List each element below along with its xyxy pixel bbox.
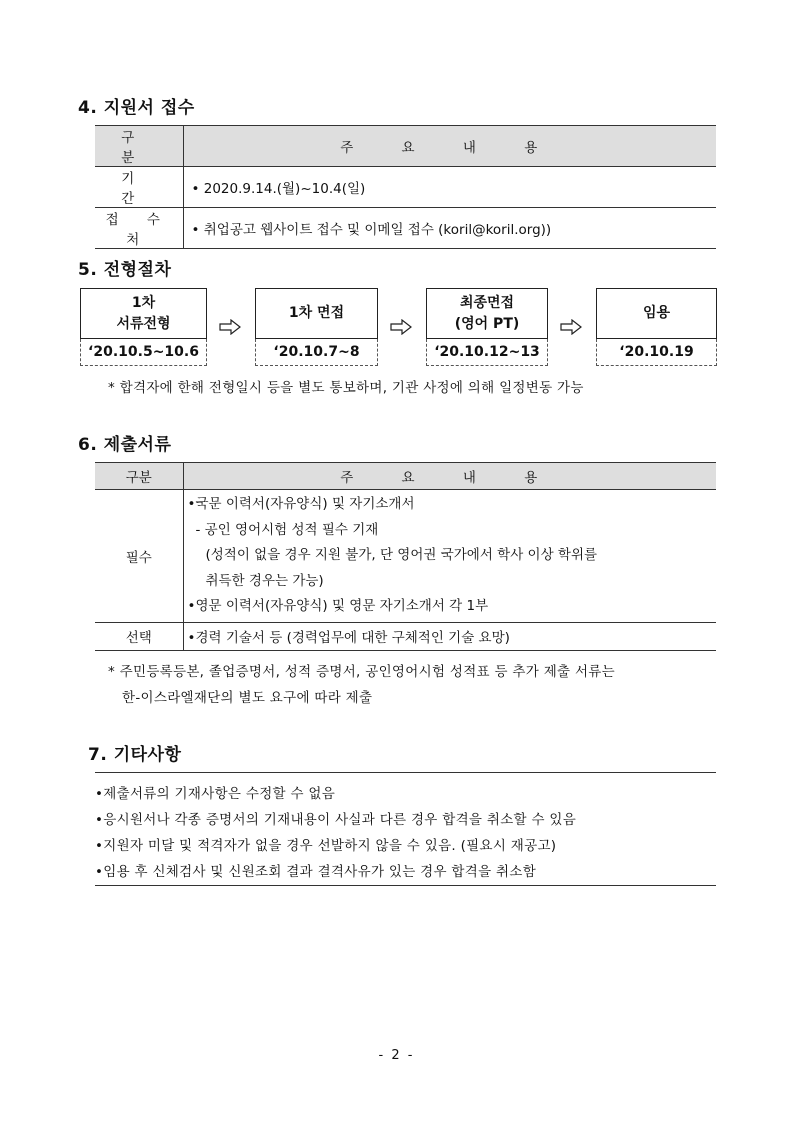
step-document-screening — [80, 288, 207, 339]
step-line1: 최종면접 — [459, 294, 515, 311]
section-5-heading: 5. 전형절차 — [78, 260, 172, 280]
step-final-interview — [426, 288, 548, 339]
documents-note-line1: * 주민등록등본, 졸업증명서, 성적 증명서, 공인영어시험 성적표 등 추가 제출 서류는 — [108, 664, 615, 680]
documents-table — [95, 462, 716, 651]
row-content-optional: •경력 기술서 등 (경력업무에 대한 구체적인 기술 요망) — [183, 622, 716, 650]
application-table — [95, 125, 716, 249]
header-label: 구분 — [95, 463, 183, 490]
step-first-interview — [255, 288, 378, 339]
step-date: ‘20.10.5~10.6 — [80, 339, 207, 366]
schedule-note: * 합격자에 한해 전형일시 등을 별도 통보하며, 기관 사정에 의해 일정변동 가능 — [108, 380, 584, 396]
row-label-required: 필수 — [95, 490, 183, 623]
arrow-right-icon — [560, 319, 582, 335]
row-label-period: 기 간 — [95, 167, 183, 208]
arrow-right-icon — [219, 319, 241, 335]
step-date: ‘20.10.12~13 — [426, 339, 548, 366]
list-item: •제출서류의 기재사항은 수정할 수 없음 — [95, 786, 336, 802]
list-item: - 공인 영어시험 성적 필수 기재 — [195, 521, 379, 538]
section-7-heading: 7. 기타사항 — [88, 745, 182, 765]
table-row — [95, 622, 716, 650]
step-date: ‘20.10.7~8 — [255, 339, 378, 366]
list-item: •임용 후 신체검사 및 신원조회 결과 결격사유가 있는 경우 합격을 취소함 — [95, 864, 537, 880]
section-6-heading: 6. 제출서류 — [78, 435, 172, 455]
page-number: - 2 - — [378, 1048, 415, 1063]
step-line1: 1차 — [131, 294, 156, 311]
list-item: •영문 이력서(자유양식) 및 영문 자기소개서 각 1부 — [187, 598, 489, 614]
table-row — [95, 167, 716, 208]
header-content: 주 요 내 용 — [183, 463, 716, 490]
other-notes-box — [95, 772, 716, 886]
row-content-required — [183, 490, 716, 623]
header-content: 주 요 내 용 — [183, 126, 716, 167]
documents-note-line2: 한-이스라엘재단의 별도 요구에 따라 제출 — [122, 690, 373, 706]
step-line1: 1차 면접 — [288, 305, 345, 321]
table-header-row — [95, 126, 716, 167]
list-item: (성적이 없을 경우 지원 불가, 단 영어권 국가에서 학사 이상 학위를 — [205, 547, 598, 563]
step-date: ‘20.10.19 — [596, 339, 717, 366]
table-row — [95, 208, 716, 249]
step-line2: 서류전형 — [116, 315, 171, 332]
table-header-row — [95, 463, 716, 490]
step-line1: 임용 — [642, 305, 671, 321]
step-line2: (영어 PT) — [454, 315, 520, 332]
arrow-right-icon — [390, 319, 412, 335]
list-item: 취득한 경우는 가능) — [205, 572, 324, 589]
row-content-period: • 2020.9.14.(월)~10.4(일) — [183, 167, 716, 208]
list-item: •국문 이력서(자유양식) 및 자기소개서 — [187, 496, 415, 512]
table-row — [95, 490, 716, 623]
section-4-heading: 4. 지원서 접수 — [78, 98, 195, 118]
list-item: •응시원서나 각종 증명서의 기재내용이 사실과 다른 경우 합격을 취소할 수 있음 — [95, 812, 577, 828]
row-label-optional: 선택 — [95, 622, 183, 650]
step-appointment — [596, 288, 717, 339]
row-content-receipt: • 취업공고 웹사이트 접수 및 이메일 접수 (koril@koril.org)) — [183, 208, 716, 249]
list-item: •지원자 미달 및 적격자가 없을 경우 선발하지 않을 수 있음. (필요시 재공고) — [95, 838, 557, 854]
header-label: 구 분 — [95, 126, 183, 167]
row-label-receipt: 접 수 처 — [95, 208, 183, 249]
